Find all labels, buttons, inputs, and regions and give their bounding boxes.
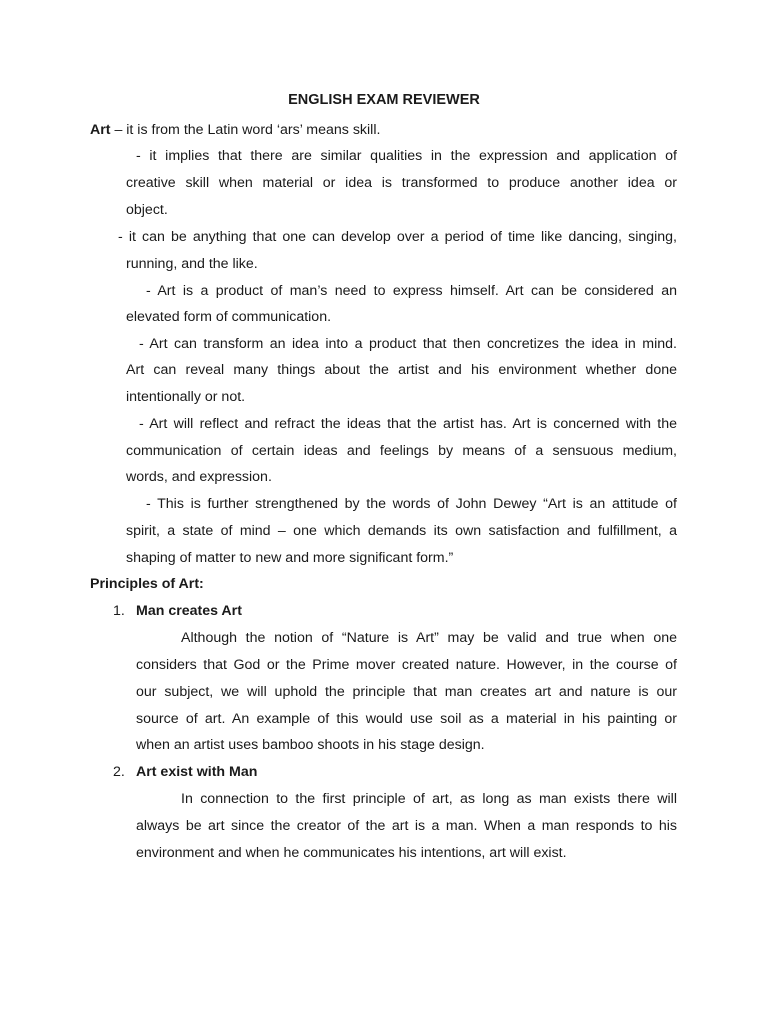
art-point-line: words, and expression.: [126, 469, 272, 485]
principles-heading: Principles of Art:: [90, 576, 204, 592]
art-point-line: - it can be anything that one can develop over a period of time like dancing, singing,: [118, 229, 677, 245]
principle-body-line: our subject, we will uphold the principle that man creates art and nature is our: [136, 684, 677, 700]
art-point-line: creative skill when material or idea is transformed to produce another idea or: [126, 175, 677, 191]
art-point-line: shaping of matter to new and more significant form.”: [126, 550, 454, 566]
principle-body-line: In connection to the first principle of art, as long as man exists there will: [181, 791, 677, 807]
principle-body-line: considers that God or the Prime mover created nature. However, in the course of: [136, 657, 677, 673]
principle-body-line: always be art since the creator of the art is a man. When a man responds to his: [136, 818, 677, 834]
art-point-line: - Art will reflect and refract the ideas that the artist has. Art is concerned with the: [139, 416, 677, 432]
principle-body-line: Although the notion of “Nature is Art” may be valid and true when one: [181, 630, 677, 646]
principle-title: Man creates Art: [136, 603, 242, 619]
art-point-line: - it implies that there are similar qualities in the expression and application of: [136, 148, 677, 164]
art-point-line: Art can reveal many things about the artist and his environment whether done: [126, 362, 677, 378]
document-title: ENGLISH EXAM REVIEWER: [288, 92, 480, 108]
art-definition: – it is from the Latin word ‘ars’ means skill.: [110, 122, 381, 138]
art-point-line: - Art can transform an idea into a product that then concretizes the idea in mind.: [139, 336, 677, 352]
art-term: Art: [90, 122, 111, 138]
art-point-line: running, and the like.: [126, 256, 258, 272]
principle-body-line: source of art. An example of this would use soil as a material in his painting or: [136, 711, 677, 727]
principle-number: 2.: [113, 764, 125, 780]
principle-number: 1.: [113, 603, 125, 619]
art-point-line: - This is further strengthened by the words of John Dewey “Art is an attitude of: [146, 496, 677, 512]
art-point-line: - Art is a product of man’s need to express himself. Art can be considered an: [146, 283, 677, 299]
art-intro-line: [90, 120, 380, 140]
principle-body-line: when an artist uses bamboo shoots in his stage design.: [136, 737, 485, 753]
principle-body-line: environment and when he communicates his intentions, art will exist.: [136, 845, 567, 861]
art-point-line: intentionally or not.: [126, 389, 246, 405]
art-point-line: elevated form of communication.: [126, 309, 332, 325]
art-point-line: communication of certain ideas and feelings by means of a sensuous medium,: [126, 443, 677, 459]
art-point-line: spirit, a state of mind – one which demands its own satisfaction and fulfillment, a: [126, 523, 677, 539]
art-point-line: object.: [126, 202, 168, 218]
principle-title: Art exist with Man: [136, 764, 258, 780]
